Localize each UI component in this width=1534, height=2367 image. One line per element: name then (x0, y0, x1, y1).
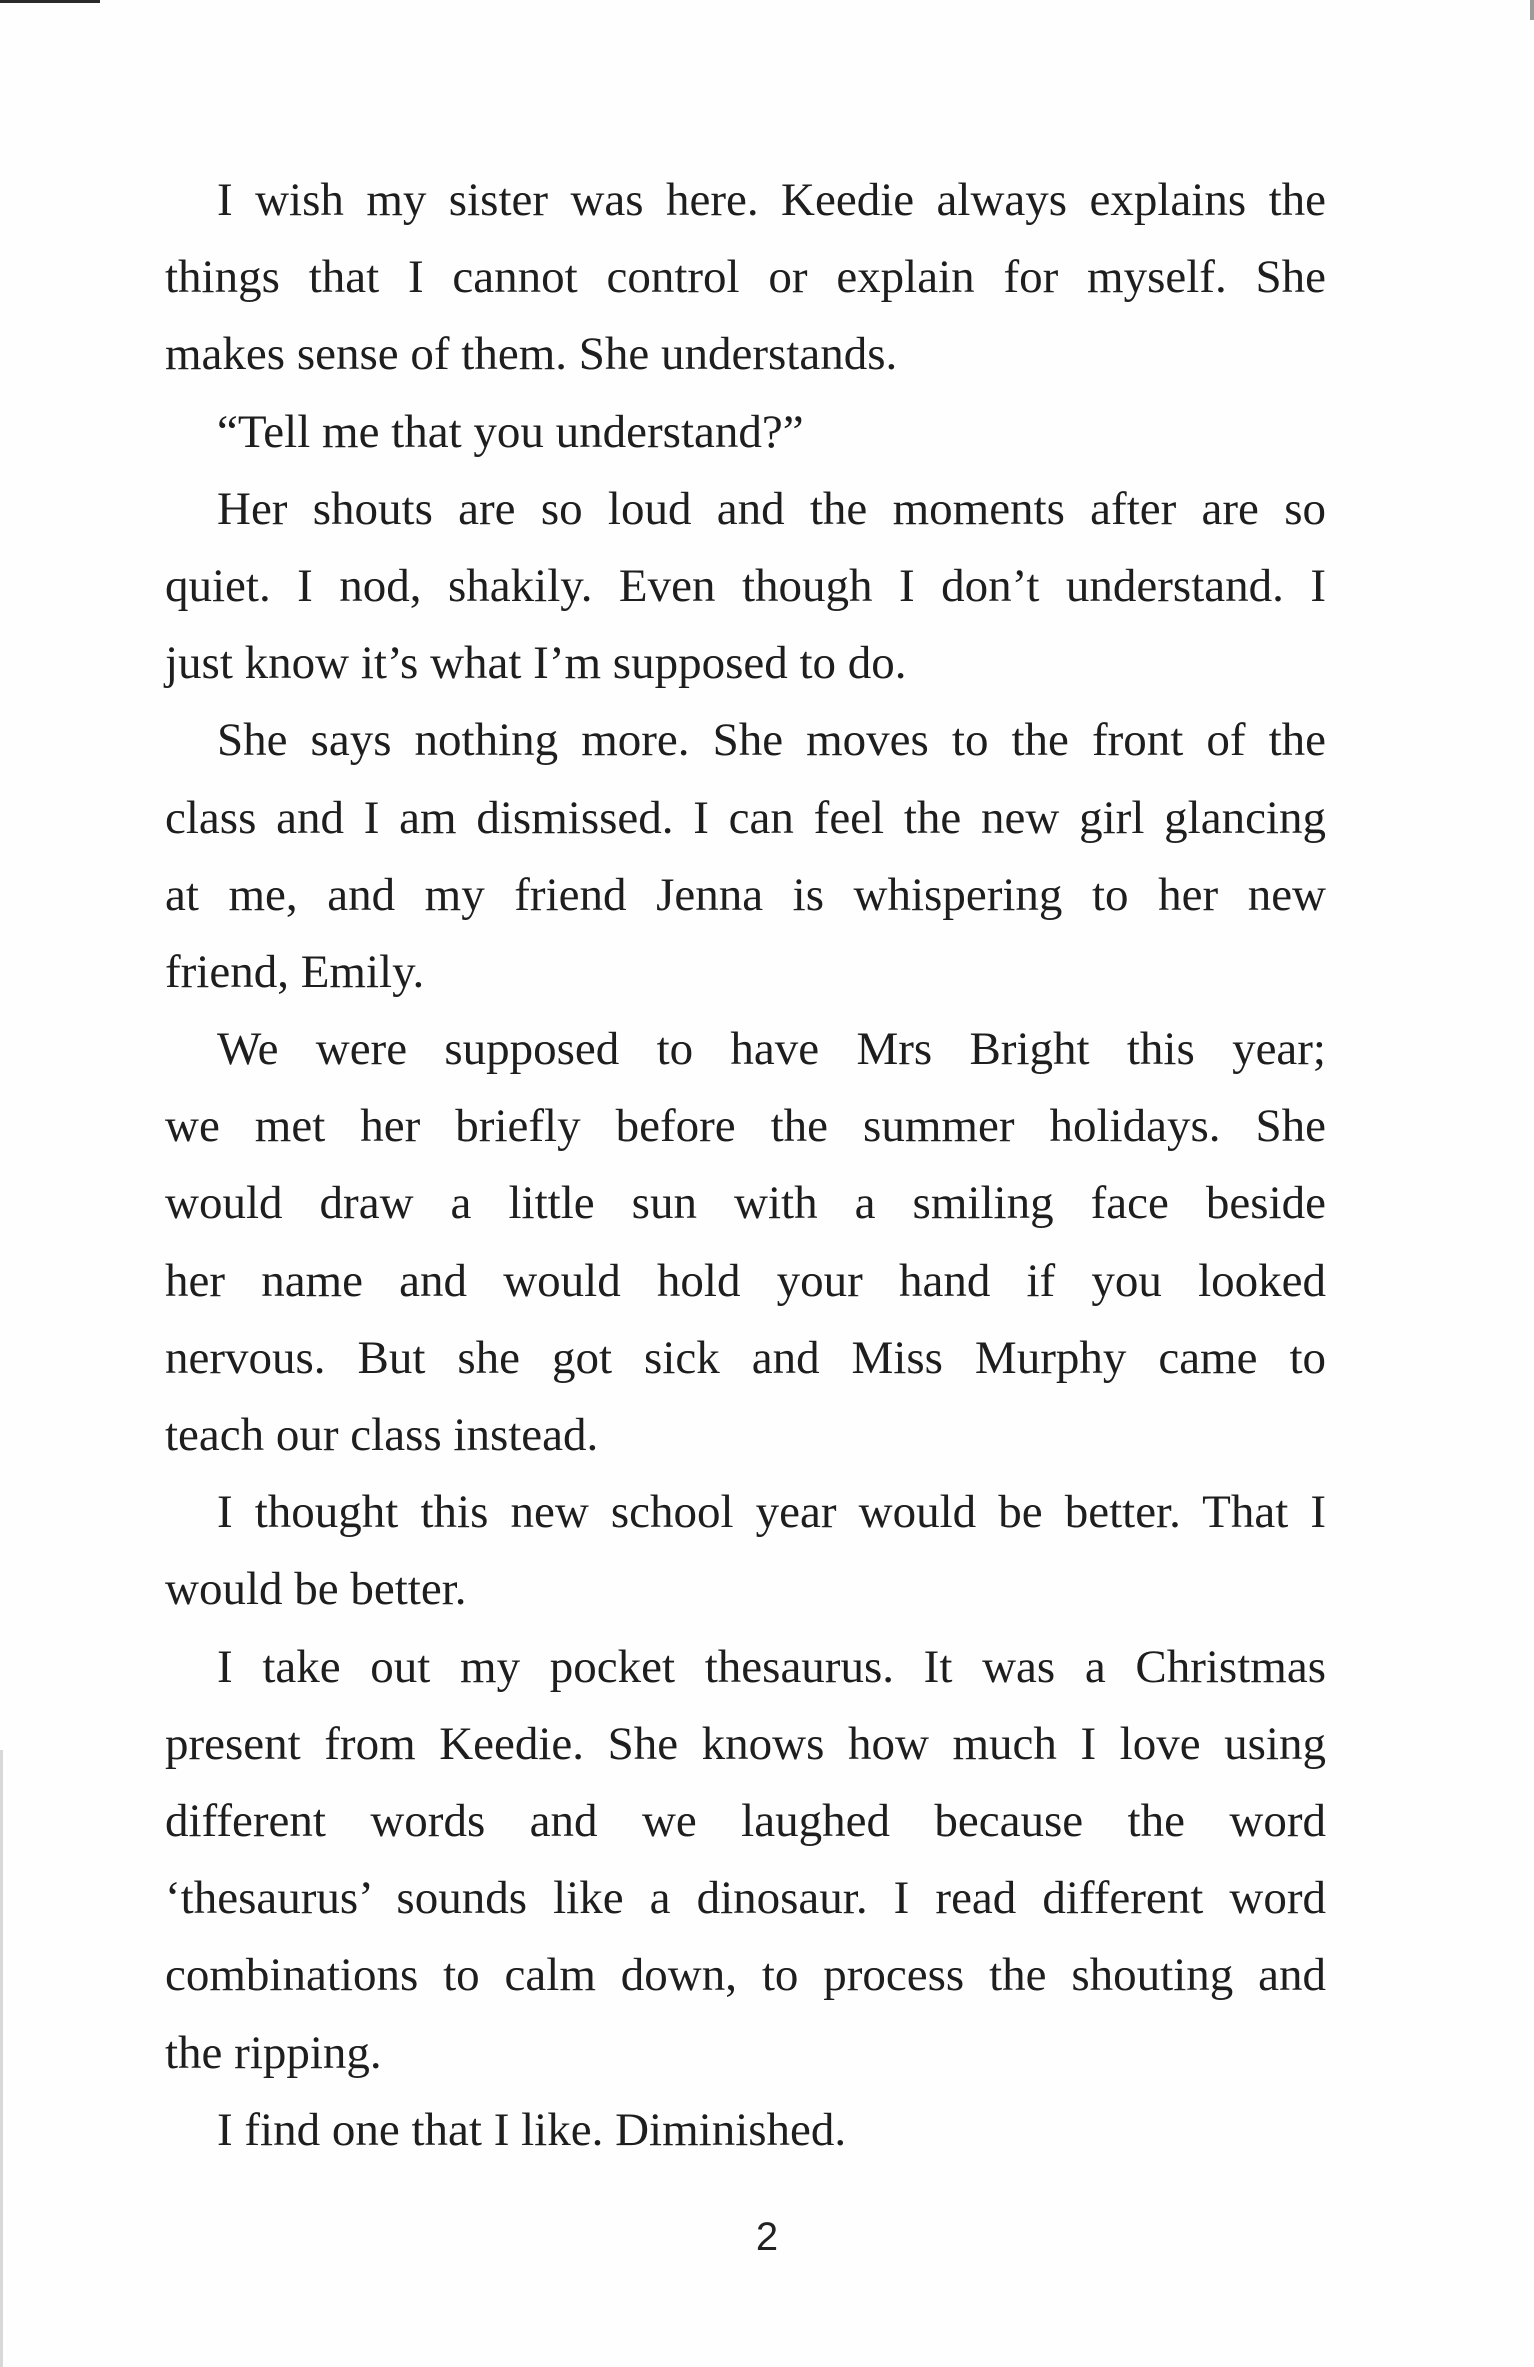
text-line: things that I cannot control or explain for myself. She (165, 251, 1326, 304)
text-line: She says nothing more. She moves to the front of the (217, 714, 1326, 767)
scan-edge-top (0, 0, 100, 3)
text-line: I take out my pocket thesaurus. It was a Christmas (217, 1640, 1326, 1693)
scan-edge-right (1530, 0, 1534, 20)
text-line: combinations to calm down, to process the shouting and (165, 1949, 1326, 2002)
text-line: class and I am dismissed. I can feel the new girl glancing (165, 791, 1326, 844)
text-line: different words and we laughed because the word (165, 1794, 1326, 1847)
text-line: ‘thesaurus’ sounds like a dinosaur. I read different word (165, 1872, 1326, 1925)
text-line: the ripping. (165, 2026, 382, 2079)
scan-edge-left (0, 1750, 3, 2367)
text-line: nervous. But she got sick and Miss Murphy came to (165, 1331, 1326, 1384)
text-line: would be better. (165, 1563, 467, 1616)
text-line: present from Keedie. She knows how much I love using (165, 1717, 1326, 1770)
text-line: her name and would hold your hand if you looked (165, 1254, 1326, 1307)
page-number: 2 (755, 2215, 779, 2259)
text-line: “Tell me that you understand?” (217, 405, 804, 458)
text-line: I find one that I like. Diminished. (217, 2103, 847, 2156)
text-line: friend, Emily. (165, 945, 425, 998)
text-line: I wish my sister was here. Keedie always explains the (217, 174, 1326, 226)
text-line: would draw a little sun with a smiling face beside (165, 1177, 1326, 1230)
text-line: We were supposed to have Mrs Bright this year; (217, 1023, 1326, 1076)
text-line: just know it’s what I’m supposed to do. (165, 637, 907, 690)
body-text (165, 162, 1326, 2169)
text-line: at me, and my friend Jenna is whispering to her new (165, 868, 1326, 921)
text-line: Her shouts are so loud and the moments after are so (217, 482, 1326, 535)
text-line: teach our class instead. (165, 1409, 599, 1461)
text-line: we met her briefly before the summer holidays. She (165, 1100, 1326, 1153)
text-line: I thought this new school year would be better. That I (217, 1486, 1326, 1539)
text-line: makes sense of them. She understands. (165, 328, 898, 381)
text-line: quiet. I nod, shakily. Even though I don’t understand. I (165, 559, 1326, 612)
